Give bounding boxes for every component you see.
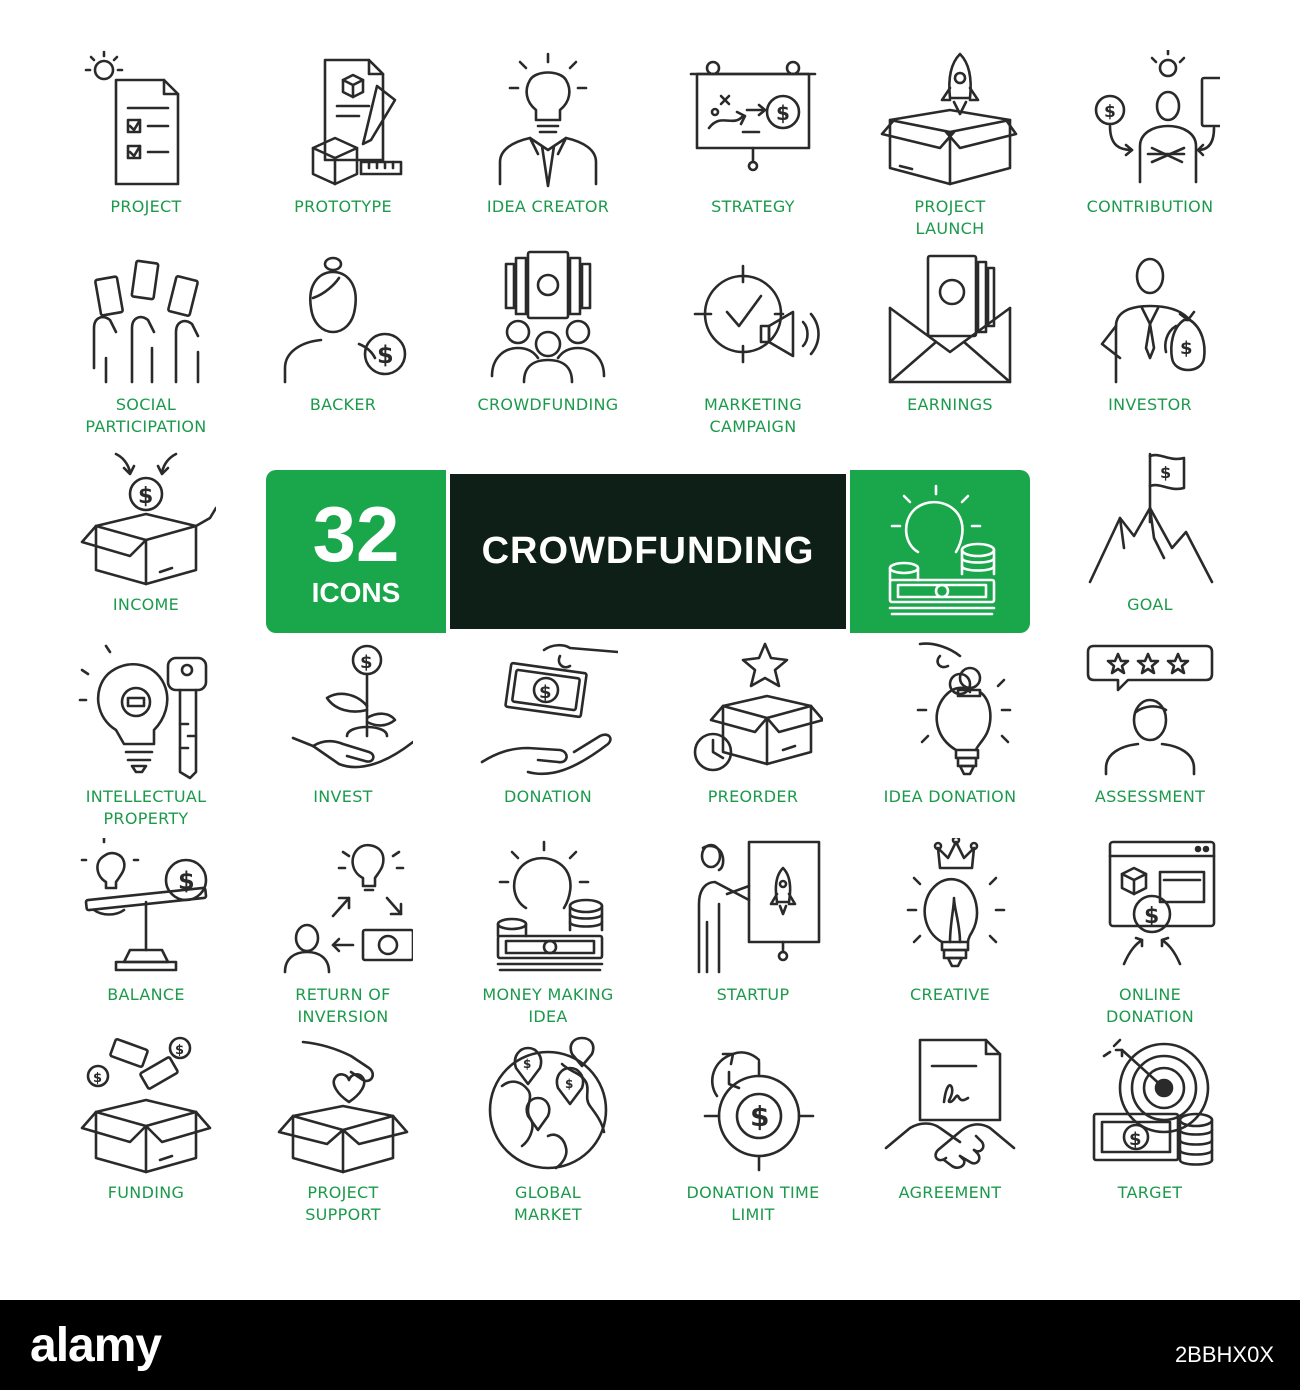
agreement-icon (880, 1036, 1020, 1176)
icon-label: GOAL (1127, 595, 1173, 614)
icon-cell-social-participation (51, 248, 241, 438)
earnings-icon (880, 248, 1020, 388)
icon-cell-idea-donation (855, 640, 1045, 830)
icon-cell-crowdfunding (453, 248, 643, 438)
icon-label: SOCIAL PARTICIPATION (85, 395, 207, 436)
icon-label: RETURN OF INVERSION (295, 985, 391, 1026)
banner-title: CROWDFUNDING (481, 530, 815, 572)
svg-text:$: $ (178, 867, 195, 895)
svg-text:$: $ (360, 652, 373, 673)
icon-cell-income (51, 448, 241, 638)
project-support-icon (273, 1036, 413, 1176)
footer-bar (0, 1300, 1300, 1390)
invest-icon (273, 640, 413, 780)
icon-cell-creative (855, 838, 1045, 1028)
icon-cell-idea-creator (453, 50, 643, 240)
project-icon (76, 50, 216, 190)
crowdfunding-icon (478, 248, 618, 388)
goal-icon (1080, 448, 1220, 588)
icon-cell-target (1055, 1036, 1245, 1226)
icon-label: PROJECT (110, 197, 182, 216)
icon-label: CROWDFUNDING (477, 395, 619, 414)
icon-label: BACKER (309, 395, 377, 414)
income-icon (76, 448, 216, 588)
icon-label: INCOME (112, 595, 180, 614)
icon-label: MARKETING CAMPAIGN (703, 395, 803, 436)
svg-text:$: $ (93, 1071, 103, 1086)
icon-cell-funding (51, 1036, 241, 1226)
icon-label: PROTOTYPE (294, 197, 392, 216)
icon-cell-goal (1055, 448, 1245, 638)
svg-text:$: $ (523, 1057, 532, 1071)
icon-label: IDEA CREATOR (486, 197, 610, 216)
icon-label: ASSESSMENT (1094, 787, 1206, 806)
icon-label: PROJECT SUPPORT (305, 1183, 381, 1224)
icon-cell-prototype (248, 50, 438, 240)
svg-text:$: $ (750, 1100, 770, 1133)
icon-cell-global-market (453, 1036, 643, 1226)
icon-cell-online-donation (1055, 838, 1245, 1028)
banner-art-box (850, 470, 1030, 633)
svg-text:$: $ (1160, 463, 1172, 482)
icon-count-label: ICONS (311, 576, 401, 608)
svg-text:$: $ (1129, 1129, 1142, 1150)
contribution-icon (1080, 50, 1220, 190)
icon-label: PREORDER (707, 787, 799, 806)
icon-cell-startup (658, 838, 848, 1028)
icon-cell-return-of-inversion (248, 838, 438, 1028)
return-of-inversion-icon (273, 838, 413, 978)
icon-cell-invest (248, 640, 438, 830)
backer-icon (273, 248, 413, 388)
svg-text:$: $ (1144, 904, 1160, 929)
strategy-icon (683, 50, 823, 190)
icon-cell-contribution (1055, 50, 1245, 240)
svg-text:$: $ (539, 682, 552, 703)
icon-label: PROJECT LAUNCH (914, 197, 986, 238)
icon-label: INTELLECTUAL PROPERTY (85, 787, 207, 828)
icon-label: FUNDING (107, 1183, 185, 1202)
svg-text:$: $ (377, 341, 394, 369)
icon-label: DONATION TIME LIMIT (686, 1183, 820, 1224)
donation-time-limit-icon (683, 1036, 823, 1176)
icon-cell-backer (248, 248, 438, 438)
icon-cell-balance (51, 838, 241, 1028)
project-launch-icon (880, 50, 1020, 190)
icon-label: INVESTOR (1108, 395, 1192, 414)
icon-cell-agreement (855, 1036, 1045, 1226)
title-banner (266, 470, 1030, 633)
icon-label: TARGET (1117, 1183, 1183, 1202)
online-donation-icon (1080, 838, 1220, 978)
intellectual-property-icon (76, 640, 216, 780)
icon-cell-donation (453, 640, 643, 830)
global-market-icon (478, 1036, 618, 1176)
startup-icon (683, 838, 823, 978)
svg-text:$: $ (1104, 102, 1116, 122)
icon-cell-marketing-campaign (658, 248, 848, 438)
icon-cell-earnings (855, 248, 1045, 438)
svg-text:$: $ (138, 484, 154, 509)
icon-cell-money-making-idea (453, 838, 643, 1028)
marketing-campaign-icon (683, 248, 823, 388)
icon-cell-intellectual-property (51, 640, 241, 830)
idea-creator-icon (478, 50, 618, 190)
svg-text:$: $ (1180, 338, 1193, 359)
icon-label: EARNINGS (907, 395, 993, 414)
prototype-icon (273, 50, 413, 190)
target-icon (1080, 1036, 1220, 1176)
icon-count: 32 (312, 489, 400, 578)
icon-label: MONEY MAKING IDEA (482, 985, 614, 1026)
icon-label: ONLINE DONATION (1105, 985, 1195, 1026)
icon-cell-project (51, 50, 241, 240)
assessment-icon (1080, 640, 1220, 780)
svg-text:$: $ (565, 1077, 574, 1091)
svg-text:$: $ (175, 1043, 185, 1058)
icon-cell-donation-time-limit (658, 1036, 848, 1226)
icon-label: CREATIVE (909, 985, 991, 1004)
donation-icon (478, 640, 618, 780)
creative-icon (880, 838, 1020, 978)
balance-icon (76, 838, 216, 978)
icon-label: BALANCE (107, 985, 185, 1004)
icon-label: AGREEMENT (898, 1183, 1002, 1202)
money-idea-illustration-icon (870, 482, 1010, 622)
icon-count-box (266, 470, 446, 633)
svg-text:$: $ (776, 101, 790, 125)
social-participation-icon (76, 248, 216, 388)
icon-label: GLOBAL MARKET (513, 1183, 583, 1224)
idea-donation-icon (880, 640, 1020, 780)
icon-label: DONATION (503, 787, 593, 806)
preorder-icon (683, 640, 823, 780)
money-making-idea-icon (478, 838, 618, 978)
icon-cell-preorder (658, 640, 848, 830)
icon-cell-assessment (1055, 640, 1245, 830)
icon-cell-investor (1055, 248, 1245, 438)
icon-label: IDEA DONATION (883, 787, 1017, 806)
banner-title-box (450, 474, 846, 629)
funding-icon (76, 1036, 216, 1176)
stock-image-id: 2BBHX0X (1174, 1342, 1274, 1367)
icon-label: STARTUP (716, 985, 790, 1004)
icon-cell-project-support (248, 1036, 438, 1226)
icon-label: CONTRIBUTION (1086, 197, 1214, 216)
icon-label: INVEST (313, 787, 373, 806)
icon-cell-strategy (658, 50, 848, 240)
alamy-logo: alamy (30, 1319, 162, 1372)
icon-cell-project-launch (855, 50, 1045, 240)
investor-icon (1080, 248, 1220, 388)
icon-label: STRATEGY (711, 197, 795, 216)
